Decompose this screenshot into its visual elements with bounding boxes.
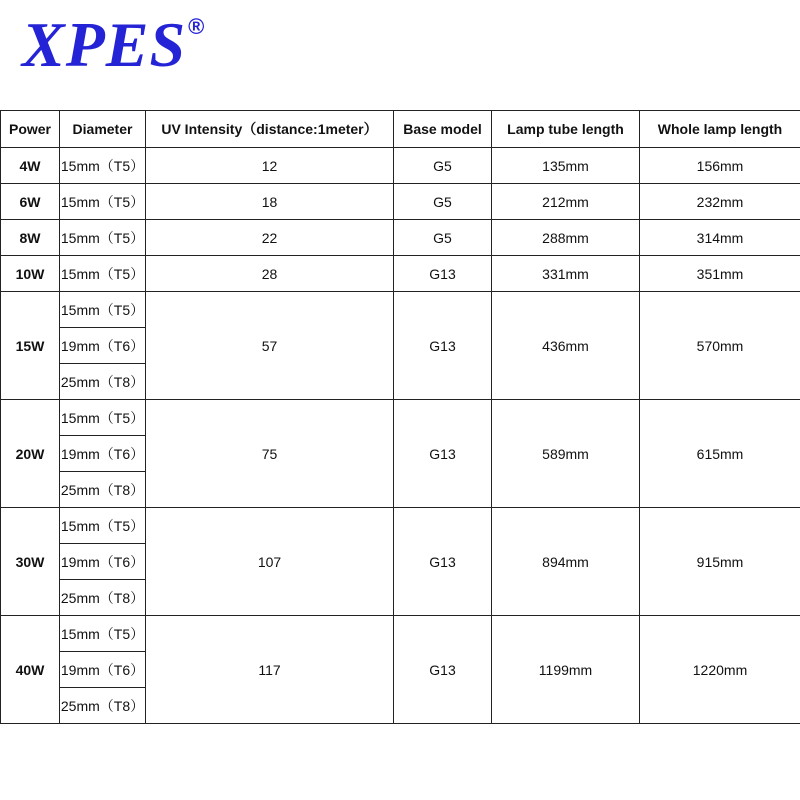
power-cell: 40W (1, 616, 60, 724)
diameter-cell: 15mm（T5） (60, 292, 146, 328)
whole-lamp-length-cell: 156mm (640, 148, 800, 184)
table-row (1, 616, 800, 652)
whole-lamp-length-cell: 314mm (640, 220, 800, 256)
lamp-tube-length-cell: 589mm (492, 400, 640, 508)
uv-intensity-cell: 75 (146, 400, 394, 508)
uv-intensity-cell: 57 (146, 292, 394, 400)
table-row (1, 220, 800, 256)
base-model-cell: G5 (394, 220, 492, 256)
lamp-tube-length-cell: 288mm (492, 220, 640, 256)
whole-lamp-length-cell: 915mm (640, 508, 800, 616)
whole-lamp-length-cell: 351mm (640, 256, 800, 292)
lamp-tube-length-cell: 135mm (492, 148, 640, 184)
power-cell: 10W (1, 256, 60, 292)
lamp-tube-length-cell: 894mm (492, 508, 640, 616)
header-base-model: Base model (394, 111, 492, 148)
whole-lamp-length-cell: 570mm (640, 292, 800, 400)
uv-intensity-cell: 117 (146, 616, 394, 724)
header-row (1, 111, 800, 148)
table-row (1, 256, 800, 292)
header-power: Power (1, 111, 60, 148)
table-row (1, 184, 800, 220)
uv-intensity-cell: 18 (146, 184, 394, 220)
base-model-cell: G13 (394, 508, 492, 616)
diameter-cell: 15mm（T5） (60, 400, 146, 436)
diameter-cell: 19mm（T6） (60, 652, 146, 688)
power-cell: 8W (1, 220, 60, 256)
whole-lamp-length-cell: 615mm (640, 400, 800, 508)
power-cell: 6W (1, 184, 60, 220)
power-cell: 4W (1, 148, 60, 184)
diameter-cell: 25mm（T8） (60, 580, 146, 616)
table-row (1, 400, 800, 436)
table-row (1, 148, 800, 184)
header-uv-intensity: UV Intensity（distance:1meter） (146, 111, 394, 148)
power-cell: 20W (1, 400, 60, 508)
spec-table-body (1, 148, 800, 724)
brand-logo (22, 8, 204, 82)
lamp-tube-length-cell: 1199mm (492, 616, 640, 724)
diameter-cell: 15mm（T5） (60, 508, 146, 544)
brand-name: XPES (22, 9, 187, 80)
spec-table (0, 110, 800, 724)
diameter-cell: 19mm（T6） (60, 544, 146, 580)
uv-intensity-cell: 22 (146, 220, 394, 256)
base-model-cell: G13 (394, 256, 492, 292)
lamp-tube-length-cell: 436mm (492, 292, 640, 400)
diameter-cell: 15mm（T5） (60, 184, 146, 220)
power-cell: 30W (1, 508, 60, 616)
header-lamp-tube-length: Lamp tube length (492, 111, 640, 148)
uv-intensity-cell: 12 (146, 148, 394, 184)
diameter-cell: 15mm（T5） (60, 220, 146, 256)
uv-intensity-cell: 107 (146, 508, 394, 616)
base-model-cell: G13 (394, 400, 492, 508)
header-whole-lamp-length: Whole lamp length (640, 111, 800, 148)
diameter-cell: 15mm（T5） (60, 616, 146, 652)
header-diameter: Diameter (60, 111, 146, 148)
table-row (1, 292, 800, 328)
base-model-cell: G5 (394, 184, 492, 220)
whole-lamp-length-cell: 1220mm (640, 616, 800, 724)
lamp-tube-length-cell: 331mm (492, 256, 640, 292)
diameter-cell: 25mm（T8） (60, 364, 146, 400)
diameter-cell: 15mm（T5） (60, 148, 146, 184)
uv-intensity-cell: 28 (146, 256, 394, 292)
diameter-cell: 19mm（T6） (60, 328, 146, 364)
whole-lamp-length-cell: 232mm (640, 184, 800, 220)
registered-mark-icon: ® (188, 14, 205, 39)
diameter-cell: 25mm（T8） (60, 472, 146, 508)
base-model-cell: G13 (394, 616, 492, 724)
base-model-cell: G5 (394, 148, 492, 184)
power-cell: 15W (1, 292, 60, 400)
diameter-cell: 19mm（T6） (60, 436, 146, 472)
diameter-cell: 15mm（T5） (60, 256, 146, 292)
lamp-tube-length-cell: 212mm (492, 184, 640, 220)
diameter-cell: 25mm（T8） (60, 688, 146, 724)
base-model-cell: G13 (394, 292, 492, 400)
table-row (1, 508, 800, 544)
